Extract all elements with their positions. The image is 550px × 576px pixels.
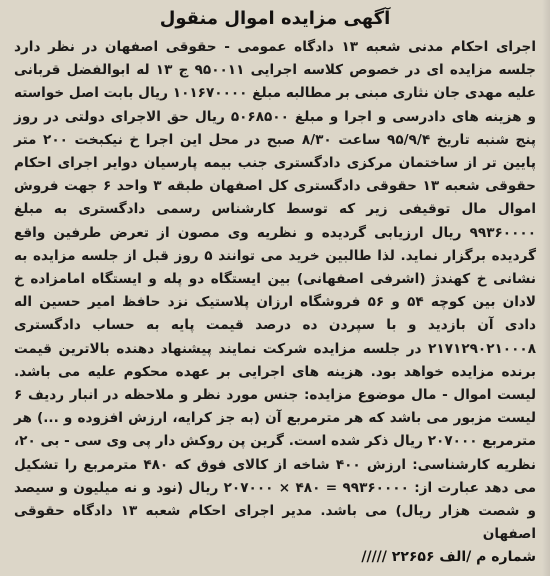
notice-body: اجرای احکام مدنی شعبه ۱۳ دادگاه عمومی - حقوقی اصفهان در نظر دارد جلسه مزایده ای در خصوص کلاسه اجرایی ۹۵۰۰۱۱ ج ۱۳ له ابوالفضل قربانی علیه مهدی جان نثاری مبنی بر مطالبه مبلغ ۱۰۱۶۷۰۰۰۰ ریال بابت اصل خواسته و هزینه های دادرسی و اجرا و مبلغ ۵۰۶۸۵۰۰ ریال حق الاجرای دولتی در روز پنج شنبه تاریخ ۹۵/۹/۴ ساعت ۸/۳۰ صبح در محل این اجرا خ نیکبخت ۲۰۰ متر پایین تر از ساختمان مرکزی دادگستری جنب بیمه پارسیان دوایر اجرای احکام حقوقی شعبه ۱۳ حقوقی دادگستری کل اصفهان طبقه ۳ واحد ۶ جهت فروش اموال مال توقیفی زیر که توسط کارشناس رسمی دادگستری به مبلغ ۹۹۳۶۰۰۰۰ ریال ارزیابی گردیده و نظریه وی مصون از تعرض طرفین واقع گردیده برگزار نماید. لذا طالبین خرید می توانند ۵ روز قبل از جلسه مزایده به نشانی خ کهندژ (اشرفی اصفهانی) بین ایستگاه دو پله و ایستگاه امامزاده خ لادان بین کوچه ۵۴ و ۵۶ فروشگاه ارزان پلاستیک نزد حافظ امیر حسین اله دادی آن بازدید و با سپردن ده درصد قیمت پایه به حساب دادگستری ۲۱۷۱۲۹۰۲۱۰۰۰۸ در جلسه مزایده شرکت نمایند پیشنهاد دهنده بالاترین قیمت برنده مزایده خواهد بود. هزینه های اجرایی بر عهده محکوم علیه می باشد. لیست اموال - مال موضوع مزایده: جنس مورد نظر و ملاحظه در انبار ردیف ۶ لیست مزبور می باشد که هر مترمربع آن (به جز کرایه، ارزش افزوده و ...) هر مترمربع ۲۰۷۰۰۰ ریال ذکر شده است. گرین پن روکش دار پی وی سی - بی ۲۰، نظریه کارشناسی: ارزش ۴۰۰ شاخه از کالای فوق که ۴۸۰ مترمربع را تشکیل می دهد عبارت از: ۹۹۳۶۰۰۰۰ = ۴۸۰ × ۲۰۷۰۰۰ ریال (نود و نه میلیون و سیصد و شصت هزار ریال) می باشد. مدیر اجرای احکام شعبه ۱۳ دادگاه حقوقی اصفهان xyxy=(14,39,537,543)
notice-title: آگهی مزایده اموال منقول xyxy=(159,8,391,29)
notice-number: شماره م /الف ۲۲۶۵۶ ///// xyxy=(361,549,536,566)
paper-edge-shadow xyxy=(542,0,550,576)
